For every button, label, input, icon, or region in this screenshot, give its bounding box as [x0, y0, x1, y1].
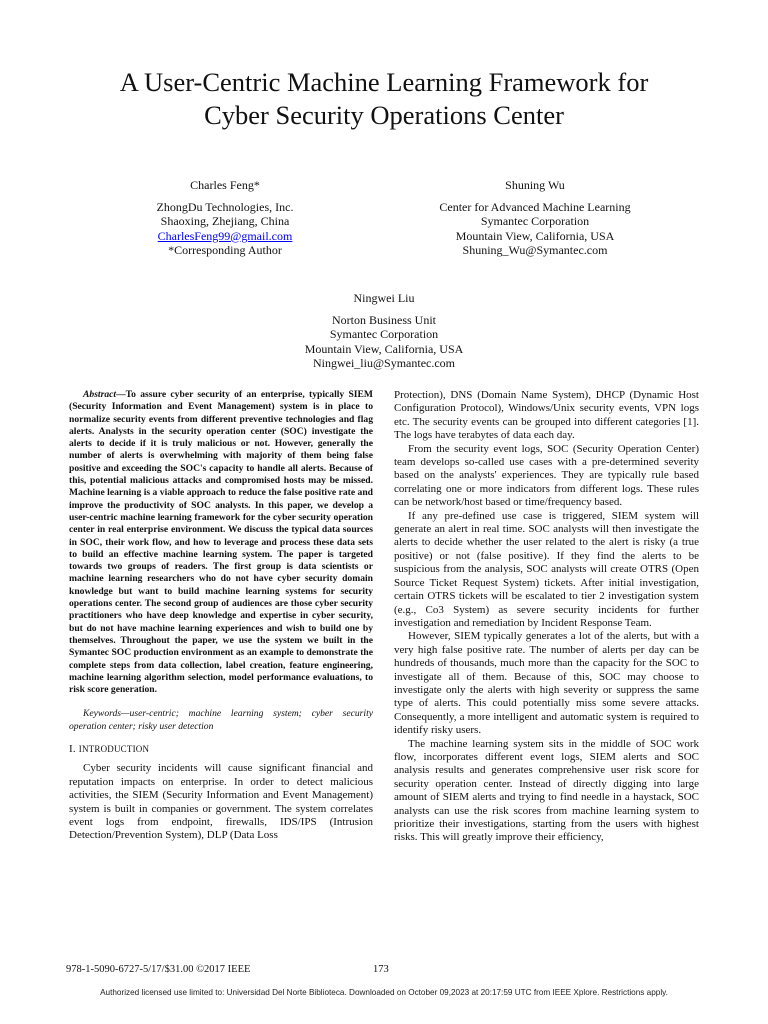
keywords [69, 708, 373, 733]
abstract-text: —To assure cyber security of an enterprise, typically SIEM (Security Information and Event Management) system is in place to normalize security events from different preventive technologies and flag alerts. Analysts in the security operation center (SOC) investigate the alerts to decide if it is truly malicious or not. However, generally the number of alerts is overwhelming with majority of them being false positive and exceeding the SOC's capacity to handle all alerts. Because of this, potential malicious attacks and compromised hosts may be missed. Machine learning is a viable approach to reduce the false positive rate and improve the productivity of SOC analysts. In this paper, we develop a user-centric machine learning framework for the cyber security operation center in real enterprise environment. We discuss the typical data sources in SOC, their work flow, and how to leverage and process these data sets to build an effective machine learning system. The paper is targeted towards two groups of readers. The first group is data scientists or machine learning researchers who do not have cyber security domain knowledge but want to build machine learning systems for security operations center. The second group of audiences are those cyber security practitioners who have deep knowledge and expertise in cyber security, but do not have machine learning experiences and wish to build one by themselves. Throughout the paper, we use the system we built in the Symantec SOC production environment as an example to demonstrate the complete steps from data collection, label creation, feature engineering, machine learning algorithm selection, model performance evaluations, to risk score generation. [69, 389, 373, 696]
author-affiliation: ZhongDu Technologies, Inc. [156, 199, 294, 214]
author-name: Shuning Wu [505, 178, 565, 192]
page-number: 173 [373, 964, 389, 975]
title-line-1: A User-Centric Machine Learning Framework for [119, 67, 649, 97]
section-number: I. [69, 743, 76, 756]
left-column [69, 389, 373, 843]
author-name: Ningwei Liu [353, 291, 415, 305]
author-location: Mountain View, California, USA [455, 228, 615, 243]
paragraph: Protection), DNS (Domain Name System), DHCP (Dynamic Host Configuration Protocol), Windows/Unix security events, VPN logs etc. The security events can be grouped into different categories [1]. The logs have terabytes of data each day. [394, 389, 699, 442]
author-location: Mountain View, California, USA [304, 341, 464, 356]
author-affiliation: Norton Business Unit [331, 312, 436, 327]
author-location: Shaoxing, Zhejiang, China [160, 214, 290, 229]
author-email: Ningwei_liu@Symantec.com [312, 356, 456, 371]
author-company: Symantec Corporation [329, 327, 439, 342]
author-company: Symantec Corporation [480, 214, 590, 229]
paragraph: If any pre-defined use case is triggered, SIEM system will generate an alert in real time. SOC analysts will then investigate the alerts to decide whether the user related to the alert is risky (a true positive) or not (false positive). If they find the alerts to be suspicious from the analysis, SOC analysts will create OTRS (Open Source Ticket Request System) tickets. After initial investigation, certain OTRS tickets will be escalated to tier 2 investigation system (e.g., Co3 System) as severe security incidents for further investigation and remediation by Incident Response Team. [394, 509, 699, 629]
right-column [394, 389, 699, 845]
keywords-text: —user-centric; machine learning system; cyber security operation center; risky user detection [69, 708, 373, 732]
paper-title [0, 66, 768, 132]
corresponding-note: *Corresponding Author [168, 243, 282, 258]
section-heading [69, 743, 373, 756]
author-email-link[interactable]: CharlesFeng99@gmail.com [157, 228, 293, 243]
license-notice: Authorized licensed use limited to: Universidad Del Norte Biblioteca. Downloaded on October 09,2023 at 20:17:59 UTC from IEEE Xplore. Restrictions apply. [100, 988, 668, 997]
author-block-3 [254, 291, 514, 371]
paragraph: However, SIEM typically generates a lot of the alerts, but with a very high false positive rate. The number of alerts per day can be hundreds of thousands, much more than the capacity for the SOC to investigate all of them. Because of this, SOC may choose to investigate only the alerts with high severity or suppress the same type of alerts. This could potentially miss some severe attacks. Consequently, a more intelligent and automatic system is required to identify risky users. [394, 630, 699, 737]
author-email: Shuning_Wu@Symantec.com [462, 243, 608, 258]
author-name: Charles Feng* [190, 178, 260, 192]
abstract [69, 389, 373, 696]
paragraph: The machine learning system sits in the middle of SOC work flow, incorporates different event logs, SIEM alerts and SOC analysis results and generates comprehensive user risk score for security operation center. Instead of directly digging into large amount of SIEM alerts and trying to find needle in a haystack, SOC analysts can use the risk scores from machine learning system to prioritize their investigations, starting from the users with highest risks. This will greatly improve their efficiency, [394, 737, 699, 844]
keywords-label: Keywords [83, 708, 122, 720]
abstract-label: Abstract [83, 389, 117, 400]
section-title: INTRODUCTION [78, 744, 150, 755]
paragraph: Cyber security incidents will cause significant financial and reputation impacts on enterprise. In order to detect malicious activities, the SIEM (Security Information and Event Management) system is built in companies or government. The system correlates event logs from endpoint, firewalls, IDS/IPS (Intrusion Detection/Prevention System), DLP (Data Loss [69, 762, 373, 842]
paragraph: From the security event logs, SOC (Security Operation Center) team develops so-called use cases with a pre-determined severity based on the analysts' experiences. They are typically rule based correlating one or more indicators from different logs. These rules can be network/host based or time/frequency based. [394, 442, 699, 509]
copyright-line: 978-1-5090-6727-5/17/$31.00 ©2017 IEEE [66, 964, 251, 975]
author-block-2 [400, 178, 670, 258]
title-line-2: Cyber Security Operations Center [204, 100, 564, 130]
author-block-1 [110, 178, 340, 258]
author-affiliation: Center for Advanced Machine Learning [439, 199, 631, 214]
